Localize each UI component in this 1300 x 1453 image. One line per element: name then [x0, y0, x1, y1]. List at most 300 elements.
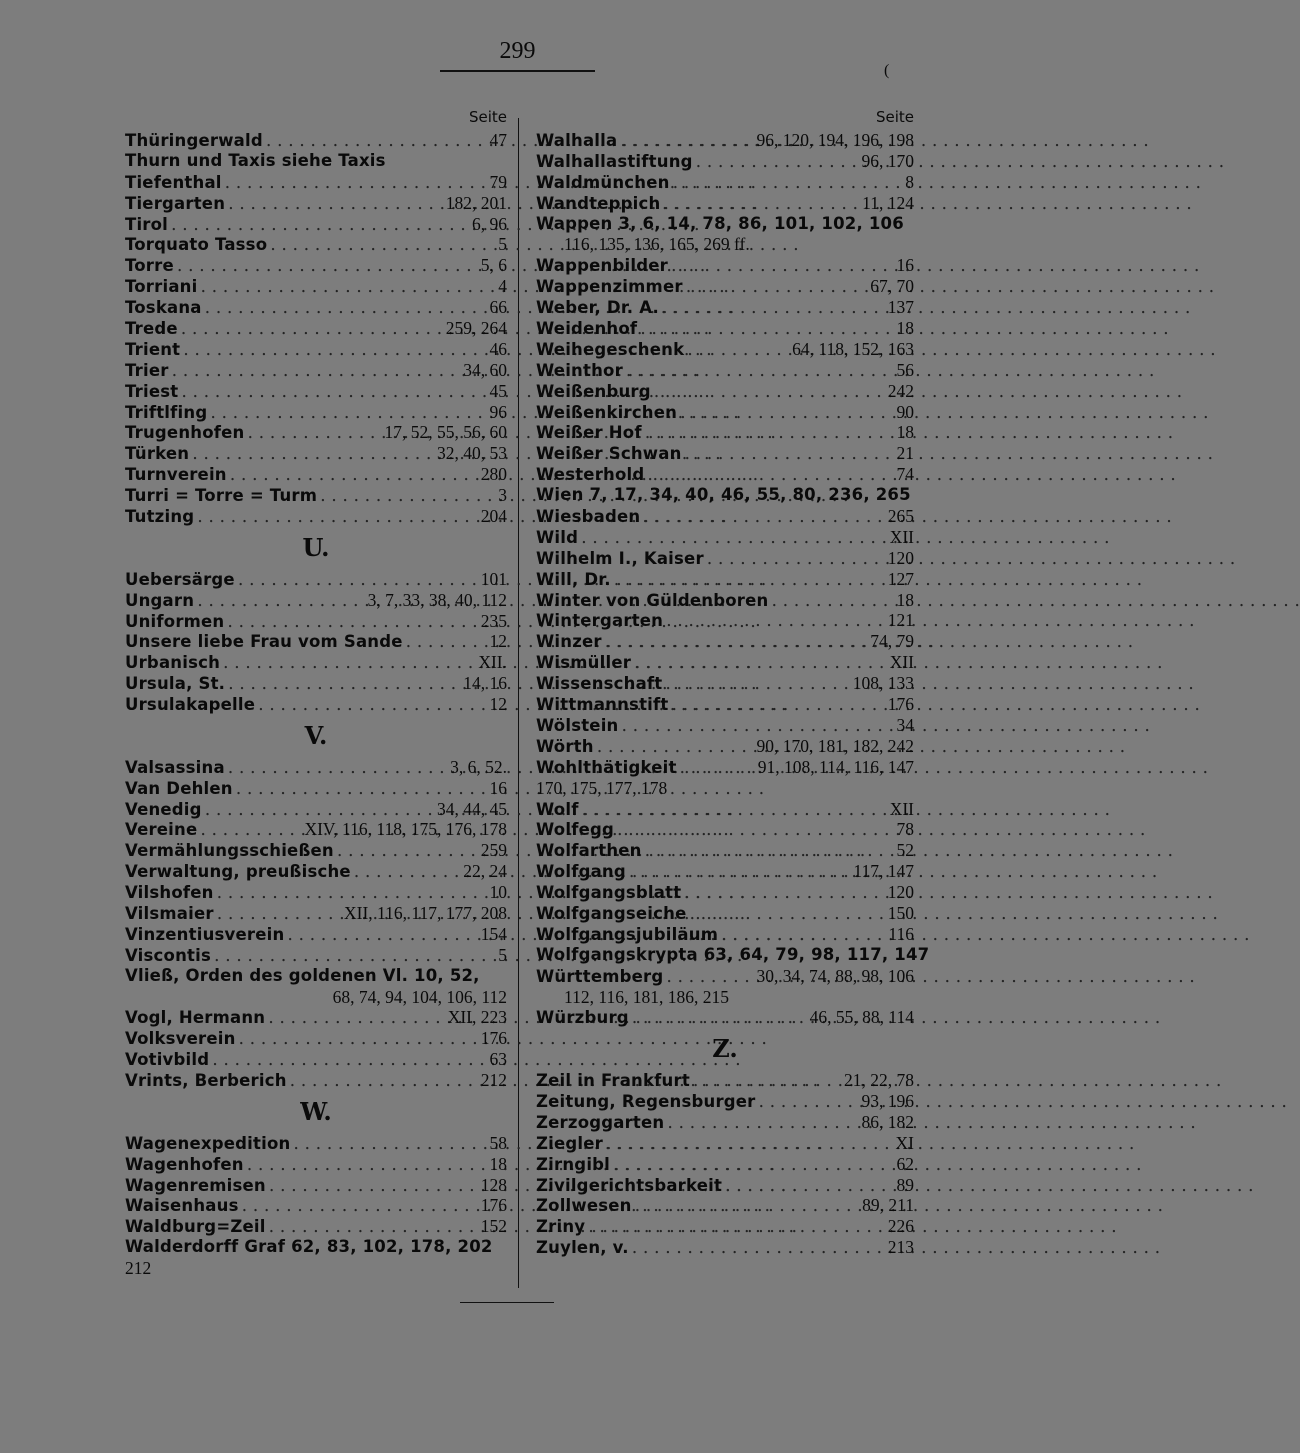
entry-term: Ungarn — [125, 590, 195, 610]
index-entry — [536, 276, 914, 297]
entry-term: Wolfegg — [536, 820, 614, 840]
dot-leader — [614, 570, 885, 591]
index-entry — [536, 130, 914, 151]
index-entry — [125, 945, 507, 966]
entry-pages: 182, 201 — [445, 192, 507, 213]
index-entry — [125, 297, 507, 318]
entry-term: Uniformen — [125, 611, 225, 631]
entry-term: Weber, Dr. A. — [536, 298, 659, 318]
entry-pages: 34, 60 — [463, 359, 507, 380]
dot-leader — [662, 298, 885, 319]
dot-leader — [269, 1176, 478, 1197]
dot-leader — [239, 1029, 478, 1050]
index-entry — [536, 1091, 914, 1112]
corner-mark: ( — [884, 62, 890, 79]
dot-leader — [588, 1217, 884, 1238]
dot-leader — [626, 361, 894, 382]
index-entry — [125, 276, 507, 297]
dot-leader — [320, 486, 495, 507]
dot-leader — [287, 925, 477, 946]
entry-term: Weißer Hof — [536, 423, 642, 443]
entry-pages: 176 — [480, 1195, 507, 1216]
index-entry — [536, 1007, 914, 1028]
index-entry — [536, 861, 914, 882]
dot-leader — [721, 925, 885, 946]
entry-term: Verwaltung, preußische — [125, 862, 351, 882]
entry-pages: 18 — [489, 1153, 507, 1174]
entry-pages: 3, 6, 52. — [450, 756, 507, 777]
dot-leader — [634, 653, 887, 674]
index-entry — [536, 360, 914, 381]
entry-term: Wappenzimmer — [536, 277, 683, 297]
entry-pages: 79 — [489, 171, 507, 192]
entry-term: Weißenburg — [536, 381, 651, 401]
dot-leader — [227, 612, 477, 633]
dot-leader — [181, 319, 443, 340]
section-letter: V. — [304, 720, 328, 750]
index-entry — [536, 193, 914, 214]
entry-pages: 204 — [480, 506, 507, 527]
dot-leader — [635, 1196, 860, 1217]
column-heading: Seite — [468, 108, 507, 126]
dot-leader — [205, 298, 487, 319]
entry-pages: 74, 79 — [870, 631, 914, 652]
entry-term: Turnverein — [125, 465, 227, 485]
dot-leader — [214, 946, 495, 967]
index-entry — [536, 151, 914, 172]
entry-term: Wintergarten — [536, 611, 664, 631]
index-entry — [125, 1175, 507, 1196]
entry-term: Tutzing — [125, 507, 195, 527]
entry-term: Trier — [125, 360, 169, 380]
header-rule — [440, 70, 595, 72]
index-entry — [536, 1154, 914, 1175]
entry-term: Zeitung, Regensburger — [536, 1091, 756, 1111]
entry-pages: 16 — [896, 255, 914, 276]
dot-leader — [268, 1008, 444, 1029]
entry-term: Vermählungsschießen — [125, 841, 334, 861]
entry-term: Walhalla — [536, 131, 618, 150]
entry-term: Urbanisch — [125, 653, 221, 673]
index-entry — [536, 506, 914, 527]
entry-pages: 150 — [887, 902, 914, 923]
entry-term: Wiesbaden — [536, 507, 641, 527]
index-entry — [536, 1112, 914, 1133]
entry-term: Wittmannstift — [536, 695, 669, 715]
index-entry — [536, 799, 914, 820]
dot-leader — [689, 904, 884, 925]
column-heading: Seite — [875, 108, 914, 126]
entry-pages: 117, 147 — [853, 861, 914, 882]
entry-pages: 121 — [887, 610, 914, 631]
entry-term: Waldmünchen — [536, 172, 670, 192]
index-entry — [536, 422, 914, 443]
index-entry — [125, 1070, 507, 1091]
index-entry — [125, 1154, 507, 1175]
section-letter: U. — [302, 532, 330, 562]
index-entry — [125, 1028, 507, 1049]
index-entry — [125, 443, 507, 464]
index-entry — [125, 485, 507, 506]
index-entry — [536, 882, 914, 903]
entry-term: Torriani — [125, 277, 198, 297]
entry-pages: 89, 211 — [862, 1195, 914, 1216]
entry-term: Ursula, St. — [125, 674, 226, 694]
entry-pages: 5, 6 — [480, 255, 507, 276]
dot-leader — [230, 465, 478, 486]
index-entry — [125, 903, 507, 924]
index-entry — [536, 1175, 914, 1196]
dot-leader — [172, 361, 461, 382]
dot-leader — [582, 800, 887, 821]
index-entry — [125, 611, 507, 632]
entry-term: Türken — [125, 444, 190, 464]
entry-pages: 235 — [480, 610, 507, 631]
entry-term: Vrints, Berberich — [125, 1071, 287, 1091]
index-entry — [536, 652, 914, 673]
entry-pages: 58 — [489, 1132, 507, 1153]
dot-leader — [238, 570, 478, 591]
index-entry — [536, 1195, 914, 1216]
dot-leader — [640, 319, 893, 340]
entry-term: Triest — [125, 381, 179, 401]
entry-pages: 34, 44, 45 — [437, 798, 507, 819]
index-entry — [536, 381, 914, 402]
entry-term: Zeil in Frankfurt — [536, 1071, 690, 1091]
index-entry — [536, 944, 930, 966]
entry-term: Wolfgangsjubiläum — [536, 924, 719, 944]
entry-term: Wolf — [536, 799, 579, 819]
dot-leader — [645, 423, 894, 444]
index-entry — [125, 1216, 507, 1237]
entry-term: Wismüller — [536, 653, 632, 673]
entry-term: Venedig — [125, 799, 202, 819]
index-entry — [125, 966, 507, 987]
entry-pages: 22, 24 — [463, 861, 507, 882]
entry-term: Thurn und Taxis siehe Taxis — [125, 150, 386, 170]
entry-term: Ursulakapelle — [125, 695, 256, 715]
dot-leader — [223, 653, 475, 674]
entry-pages: 213 — [887, 1237, 914, 1258]
entry-pages: 10 — [489, 882, 507, 903]
entry-pages: 4 — [498, 276, 507, 297]
entry-term: Valsassina — [125, 757, 225, 777]
entry-term: Wolfgang — [536, 862, 626, 882]
entry-term: Tiefenthal — [125, 172, 222, 192]
entry-pages: 18 — [896, 589, 914, 610]
dot-leader — [671, 256, 894, 277]
entry-pages: 5 — [498, 944, 507, 965]
entry-pages: 5 — [498, 234, 507, 255]
index-entry — [536, 610, 914, 631]
dot-leader — [210, 403, 486, 424]
entry-continuation: 212 — [125, 1258, 152, 1279]
dot-leader — [771, 591, 893, 612]
entry-term: Württemberg — [536, 966, 664, 986]
entry-term: Trient — [125, 339, 181, 359]
index-entry — [125, 799, 507, 820]
dot-leader — [597, 737, 754, 758]
dot-leader — [620, 131, 753, 152]
dot-leader — [217, 883, 487, 904]
index-entry — [536, 548, 914, 569]
dot-leader — [197, 507, 477, 528]
dot-leader — [617, 820, 894, 841]
dot-leader — [645, 841, 894, 862]
index-entry — [125, 590, 507, 611]
entry-pages: 45 — [489, 380, 507, 401]
entry-continuation: 170, 175, 177, 178 — [536, 777, 668, 798]
entry-pages: 96 — [489, 401, 507, 422]
entry-pages: 91, 108, 114, 116, 147 — [757, 756, 914, 777]
index-entry — [125, 819, 507, 840]
index-entry — [536, 903, 914, 924]
index-entry — [125, 234, 507, 255]
dot-leader — [632, 1008, 807, 1029]
entry-pages: 154 — [480, 923, 507, 944]
dot-leader — [663, 194, 859, 215]
dot-leader — [177, 256, 478, 277]
index-entry — [536, 1133, 914, 1154]
index-entry — [536, 673, 914, 694]
entry-term: Wolfgangseiche — [536, 903, 687, 923]
entry-term: Volksverein — [125, 1029, 236, 1049]
entry-pages: 12 — [489, 631, 507, 652]
index-entry — [536, 339, 914, 360]
dot-leader — [258, 695, 486, 716]
entry-continuation: 68, 74, 94, 104, 106, 112 — [332, 986, 507, 1007]
dot-leader — [673, 173, 903, 194]
index-entry — [125, 130, 507, 151]
index-entry — [536, 966, 914, 987]
entry-pages: XII — [889, 526, 914, 547]
index-entry — [125, 652, 507, 673]
entry-term: Vilshofen — [125, 883, 214, 903]
entry-term: Zriny — [536, 1217, 586, 1237]
entry-term: Wolfgangskrypta 63, 64, 79, 98, 117, 147 — [536, 944, 930, 964]
entry-term: Wild — [536, 527, 579, 547]
index-entry — [125, 464, 507, 485]
section-letter: Z. — [712, 1034, 738, 1064]
entry-pages: 127 — [887, 568, 914, 589]
index-entry — [125, 631, 507, 652]
index-entry — [125, 172, 507, 193]
entry-pages: XI — [895, 1132, 914, 1153]
entry-term: Will, Dr. — [536, 569, 611, 589]
dot-leader — [217, 904, 341, 925]
entry-pages: 78 — [896, 819, 914, 840]
dot-leader — [665, 674, 849, 695]
entry-pages: 280 — [480, 464, 507, 485]
entry-term: Wagenhofen — [125, 1154, 244, 1174]
entry-pages: 74 — [896, 464, 914, 485]
entry-term: Weißenkirchen — [536, 402, 678, 422]
index-entry — [536, 631, 914, 652]
entry-pages: 128 — [480, 1174, 507, 1195]
entry-pages: 14, 16 — [463, 673, 507, 694]
entry-pages: 46, 55, 88, 114 — [809, 1007, 914, 1028]
index-entry — [536, 924, 914, 945]
entry-term: Walderdorff Graf 62, 83, 102, 178, 202 — [125, 1237, 493, 1257]
dot-leader — [725, 1176, 893, 1197]
index-entry — [536, 485, 914, 506]
entry-term: Viscontis — [125, 945, 211, 965]
entry-pages: 21 — [896, 443, 914, 464]
entry-term: Wölstein — [536, 715, 619, 735]
dot-leader — [228, 758, 447, 779]
entry-pages: 62 — [896, 1153, 914, 1174]
entry-pages: 34 — [896, 714, 914, 735]
entry-pages: XII — [889, 652, 914, 673]
entry-term: Waldburg=Zeil — [125, 1217, 266, 1237]
entry-term: Wissenschaft — [536, 674, 663, 694]
entry-term: Trede — [125, 319, 178, 339]
entry-pages: 3, 7, 33, 38, 40, 112 — [367, 589, 507, 610]
dot-leader — [290, 1071, 478, 1092]
entry-pages: 16 — [489, 777, 507, 798]
dot-leader — [671, 695, 884, 716]
index-entry — [536, 1070, 914, 1091]
footer-rule — [460, 1302, 554, 1303]
index-entry — [125, 569, 507, 590]
index-entry — [125, 193, 507, 214]
index-entry — [536, 757, 914, 778]
dot-leader — [354, 862, 460, 883]
index-entry — [125, 422, 507, 443]
entry-pages: 18 — [896, 318, 914, 339]
entry-term: Votivbild — [125, 1050, 210, 1070]
index-entry — [536, 1216, 914, 1237]
entry-pages: 120 — [887, 882, 914, 903]
index-entry — [536, 214, 914, 235]
entry-term: Tirol — [125, 214, 169, 234]
dot-leader — [680, 758, 755, 779]
dot-leader — [686, 277, 868, 298]
dot-leader — [606, 1134, 893, 1155]
entry-term: Wörth — [536, 736, 594, 756]
dot-leader — [337, 841, 478, 862]
index-entry — [536, 840, 914, 861]
entry-term: Wappenbilder — [536, 256, 668, 276]
index-entry — [125, 673, 507, 694]
dot-leader — [205, 800, 434, 821]
entry-term: Vereine — [125, 820, 198, 840]
index-entry — [125, 757, 507, 778]
entry-pages: 152 — [480, 1216, 507, 1237]
dot-leader — [696, 152, 859, 173]
dot-leader — [622, 716, 894, 737]
entry-pages: 63 — [489, 1049, 507, 1070]
entry-pages: 212 — [480, 1070, 507, 1091]
dot-leader — [707, 549, 885, 570]
index-entry — [536, 715, 914, 736]
entry-pages: 46 — [489, 338, 507, 359]
entry-term: Weihegeschenk — [536, 339, 685, 359]
entry-pages: 47 — [489, 130, 507, 150]
index-entry — [125, 151, 507, 172]
dot-leader — [643, 507, 884, 528]
entry-term: Weidenhof — [536, 319, 638, 339]
entry-term: Zerzoggarten — [536, 1112, 665, 1132]
entry-pages: 8 — [905, 171, 914, 192]
entry-pages: 259 — [480, 840, 507, 861]
entry-pages: 176 — [887, 694, 914, 715]
entry-term: Torre — [125, 256, 174, 276]
entry-term: Triftlfing — [125, 402, 208, 422]
entry-pages: XII, 116, 117, 177, 208 — [344, 902, 507, 923]
index-entry — [536, 464, 914, 485]
entry-term: Vogl, Hermann — [125, 1008, 266, 1028]
dot-leader — [647, 465, 893, 486]
index-entry — [536, 297, 914, 318]
entry-pages: 6, 96 — [472, 213, 507, 234]
entry-term: Trugenhofen — [125, 423, 245, 443]
dot-leader — [212, 1050, 486, 1071]
entry-term: Wappen 3, 6, 14, 78, 86, 101, 102, 106 — [536, 213, 904, 233]
entry-pages: 3 — [498, 485, 507, 506]
entry-pages: 120 — [887, 547, 914, 568]
entry-pages: 52 — [896, 840, 914, 861]
entry-term: Wolfgangsblatt — [536, 883, 682, 903]
entry-term: Wien 7, 17, 34, 40, 46, 55, 80, 236, 265 — [536, 485, 911, 505]
entry-pages: 30, 34, 74, 88, 98, 106 — [756, 965, 914, 986]
dot-leader — [654, 382, 885, 403]
index-entry — [125, 1133, 507, 1154]
dot-leader — [667, 1113, 858, 1134]
entry-pages: 108, 133 — [852, 673, 914, 694]
entry-pages: 93, 196 — [861, 1090, 914, 1111]
entry-pages: 12 — [489, 694, 507, 715]
index-entry — [125, 861, 507, 882]
index-column-right — [536, 104, 930, 1258]
entry-continuation: 112, 116, 181, 186, 215 — [564, 986, 729, 1007]
entry-term: Ziegler — [536, 1133, 604, 1153]
dot-leader — [197, 591, 364, 612]
entry-pages: 96, 170 — [861, 150, 914, 171]
index-column-left — [125, 104, 507, 1279]
dot-leader — [684, 883, 884, 904]
dot-leader — [181, 382, 486, 403]
entry-pages: XII, 223 — [447, 1007, 507, 1028]
entry-term: Vilsmaier — [125, 903, 214, 923]
entry-term: Vließ, Orden des goldenen Vl. 10, 52, — [125, 965, 480, 985]
entry-term: Wohlthätigkeit — [536, 757, 677, 777]
entry-pages: 259, 264 — [445, 318, 507, 339]
index-entry — [125, 318, 507, 339]
entry-pages: 17, 52, 55, 56, 60 — [384, 422, 507, 443]
index-list-left — [125, 130, 507, 1279]
dot-leader — [629, 862, 851, 883]
entry-pages: XII. — [478, 652, 507, 673]
entry-term: Uebersärge — [125, 569, 235, 589]
dot-leader — [693, 1071, 841, 1092]
dot-leader — [200, 820, 301, 841]
entry-pages: 137 — [887, 297, 914, 318]
dot-leader — [247, 423, 381, 444]
index-list-right — [536, 130, 930, 1258]
entry-term: Zivilgerichtsbarkeit — [536, 1175, 723, 1195]
entry-term: Wandteppich — [536, 193, 661, 213]
index-entry — [125, 840, 507, 861]
entry-term: Würzburg — [536, 1008, 629, 1028]
index-entry — [125, 255, 507, 276]
entry-pages: 116 — [888, 923, 914, 944]
dot-leader — [406, 632, 487, 653]
entry-pages: 90, 170, 181, 182, 242 — [756, 735, 914, 756]
entry-pages: 176 — [480, 1028, 507, 1049]
entry-term: Winter von Güldenboren — [536, 590, 769, 610]
entry-term: Wagenremisen — [125, 1175, 266, 1195]
